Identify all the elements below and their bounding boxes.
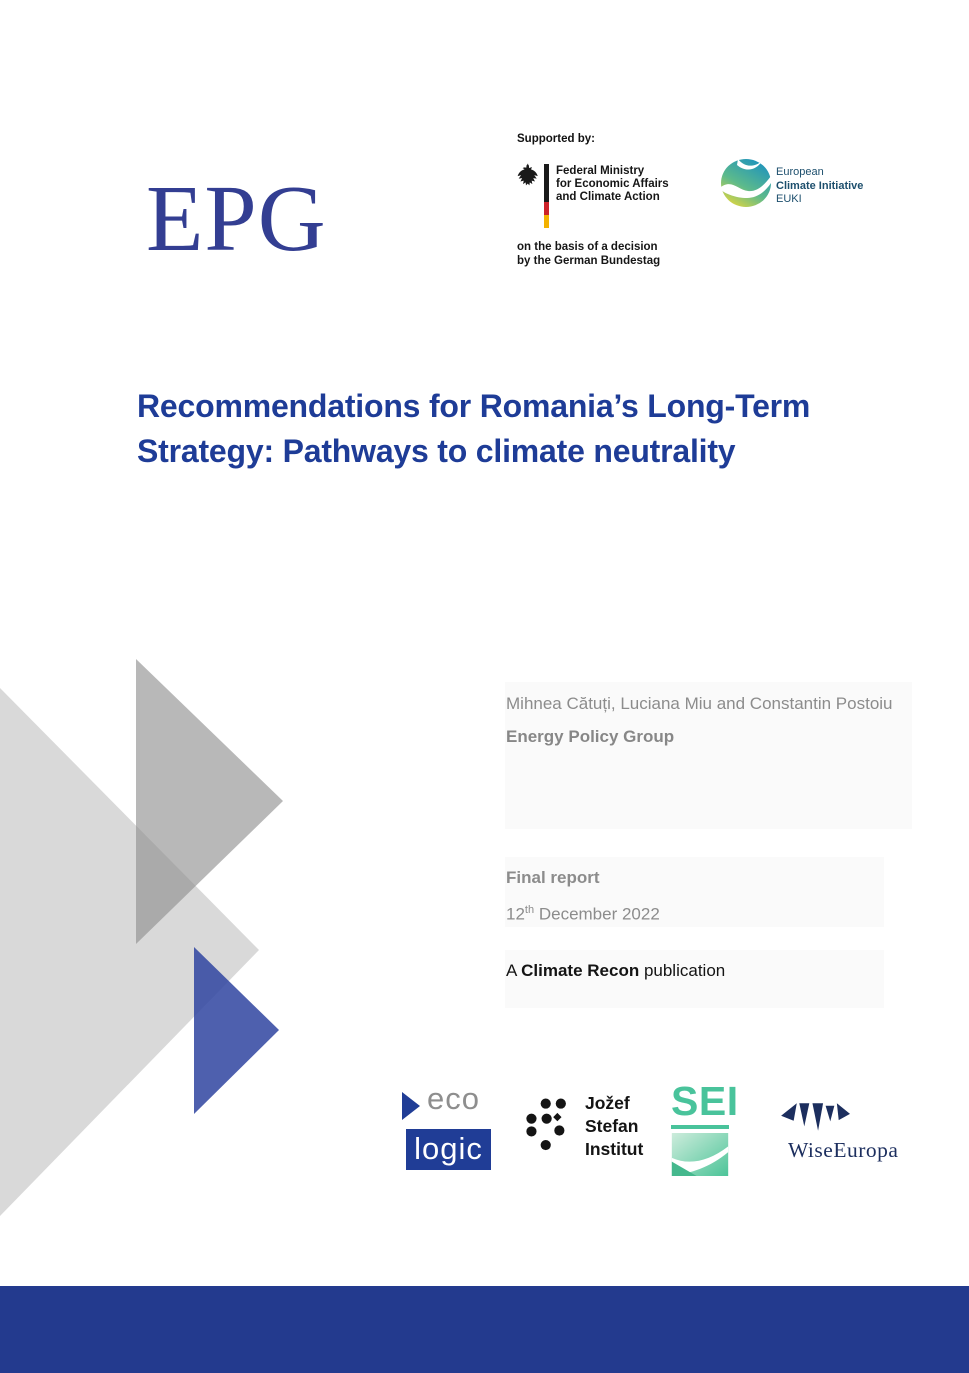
ecologic-triangle-icon: [402, 1092, 420, 1120]
sei-logo: [671, 1078, 739, 1176]
ministry-line: Federal Ministry: [556, 165, 645, 177]
bundestag-note-line: on the basis of a decision: [517, 241, 658, 253]
euki-wordmark: [776, 166, 863, 207]
triangle-mid-gray: [136, 659, 283, 944]
footer-bar: [0, 1286, 969, 1373]
triangle-light-gray: [0, 688, 259, 1216]
ministry-line: and Climate Action: [556, 191, 660, 204]
euki-line: Climate Initiative: [776, 179, 864, 192]
jsi-line: Jožef: [585, 1093, 630, 1113]
title-line-2: Strategy: Pathways to climate neutrality: [137, 433, 736, 469]
jozef-stefan-wordmark: [585, 1092, 643, 1161]
ecologic-bottom-label: logic: [406, 1129, 491, 1170]
bundestag-note-line: by the German Bundestag: [517, 254, 661, 267]
triangle-blue: [194, 947, 279, 1114]
ministry-line: for Economic Affairs: [556, 178, 669, 191]
jozef-stefan-dots-icon: [526, 1098, 566, 1151]
date-day: 12: [506, 904, 525, 924]
byline: [506, 687, 893, 753]
ecologic-logo: [400, 1081, 494, 1175]
sei-underline: [671, 1125, 729, 1129]
organization-name: Energy Policy Group: [506, 727, 675, 746]
report-info: [506, 861, 660, 931]
publication-prefix: A: [506, 961, 522, 980]
title-line-1: Recommendations for Romania’s Long-Term: [137, 388, 811, 424]
jsi-line: Institut: [585, 1139, 644, 1159]
wiseeuropa-wordmark: WiseEuropa: [788, 1138, 899, 1162]
epg-logo: EPG: [146, 167, 327, 271]
ministry-name: [556, 165, 669, 205]
ecologic-top-label: eco: [427, 1081, 480, 1116]
euki-line: EUKI: [776, 193, 802, 205]
report-date: [506, 894, 660, 931]
euki-line: European: [776, 166, 824, 178]
wiseeuropa-logo: [774, 1101, 904, 1163]
report-type: Final report: [506, 868, 600, 887]
page-title: [137, 384, 937, 474]
german-flag-stripe-icon: [544, 164, 549, 228]
publication-line: [506, 961, 725, 981]
wiseeuropa-w-icon: [778, 1101, 850, 1133]
authors-names: Mihnea Cătuți, Luciana Miu and Constantin Postoiu: [506, 694, 893, 713]
sei-wordmark: SEI: [671, 1078, 739, 1124]
publication-brand: Climate Recon: [521, 961, 640, 980]
bundestag-note: [517, 241, 660, 268]
jsi-line: Stefan: [585, 1116, 639, 1136]
date-ordinal: th: [524, 904, 535, 916]
german-eagle-icon: [515, 163, 543, 189]
euki-swirl-icon: [720, 158, 772, 208]
sei-flag-icon: [671, 1133, 729, 1176]
date-rest: December 2022: [534, 904, 660, 924]
supported-by-label: Supported by:: [517, 133, 595, 145]
publication-suffix: publication: [639, 961, 726, 980]
